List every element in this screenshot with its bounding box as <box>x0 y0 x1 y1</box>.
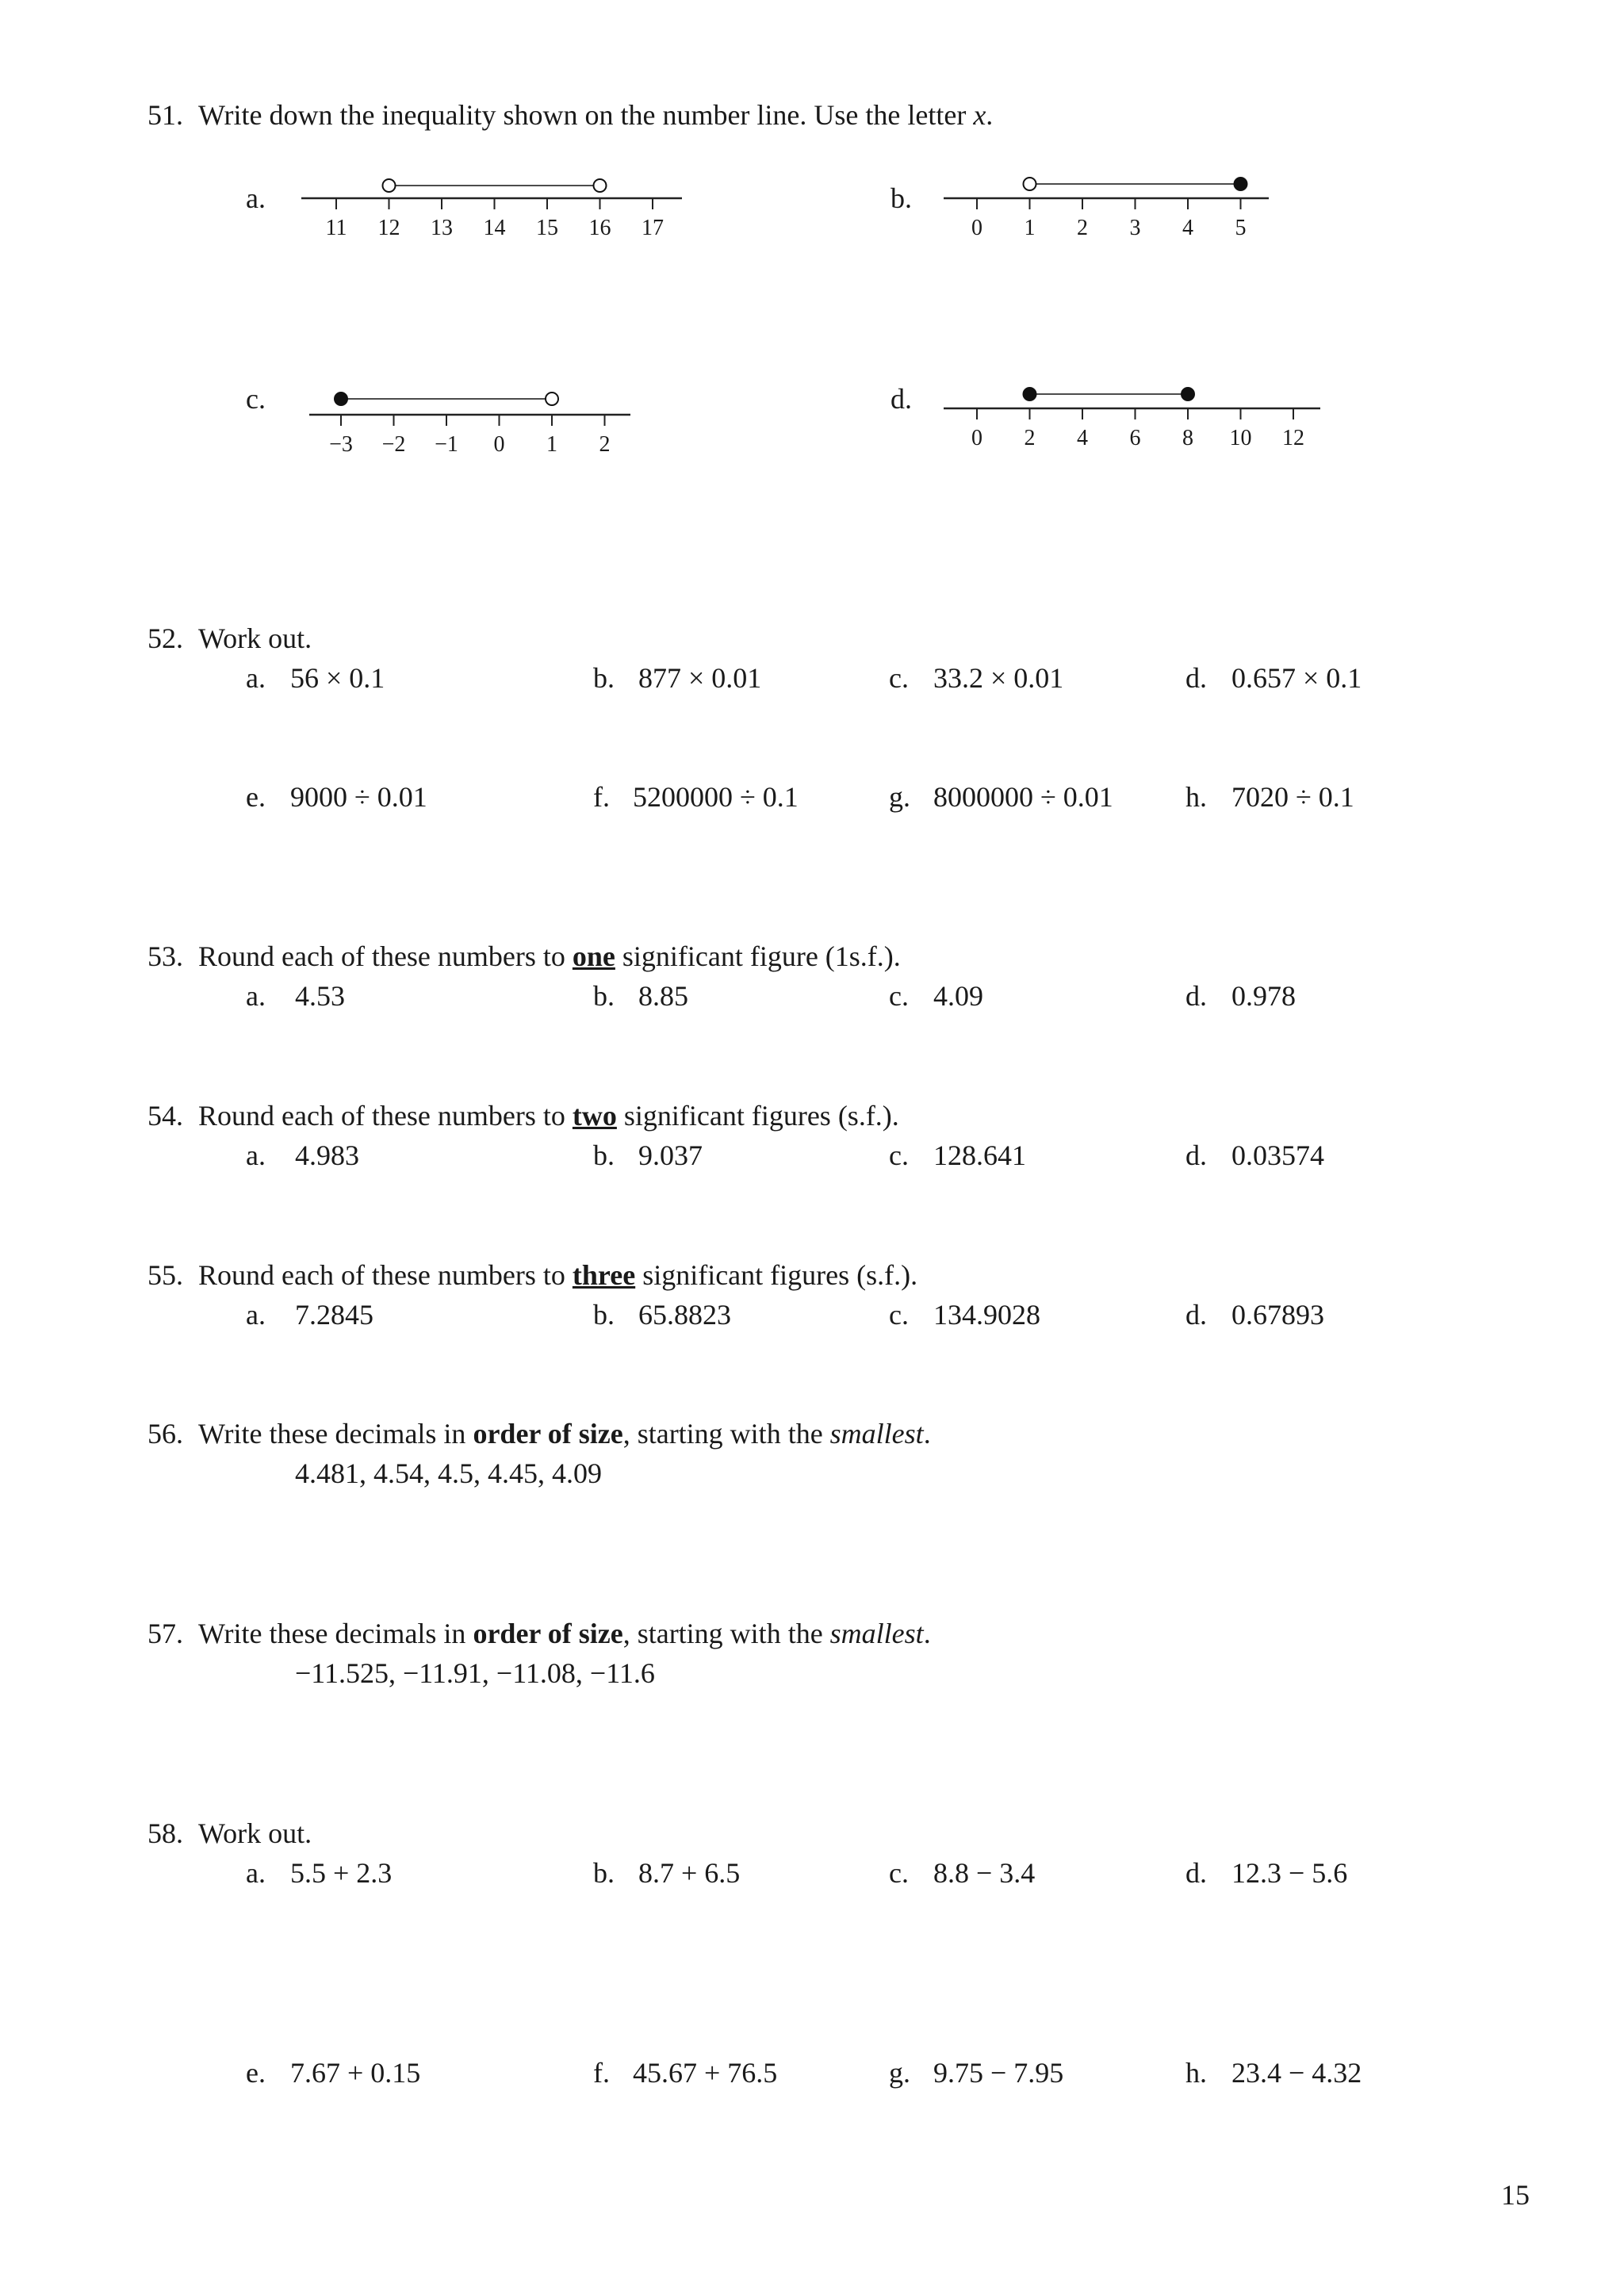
q55b-label: b. <box>593 1299 615 1331</box>
q54-emphasis: two <box>572 1100 617 1132</box>
q53b-expr: 8.85 <box>638 980 688 1012</box>
q58a-label: a. <box>246 1857 266 1889</box>
open-endpoint-end <box>546 393 558 405</box>
q58e-expr: 7.67 + 0.15 <box>290 2057 421 2089</box>
q53b-label: b. <box>593 980 615 1012</box>
tick-label: 17 <box>642 216 664 240</box>
q55-instruction <box>198 1261 917 1289</box>
q54-text-pre: Round each of these numbers to <box>198 1100 573 1132</box>
q58g-expr: 9.75 − 7.95 <box>933 2057 1064 2089</box>
tick-label: −2 <box>381 432 406 457</box>
tick-label: 2 <box>599 432 611 457</box>
q53d-label: d. <box>1185 980 1207 1012</box>
q52d-expr: 0.657 × 0.1 <box>1231 662 1362 694</box>
q53a-expr: 4.53 <box>295 980 345 1012</box>
q55-text-post: significant figures (s.f.). <box>635 1259 918 1291</box>
open-endpoint-end <box>594 179 607 192</box>
q55-number: 55. <box>147 1259 183 1291</box>
tick-label: 14 <box>483 216 506 240</box>
tick-label: 6 <box>1129 426 1141 450</box>
q57-number: 57. <box>147 1618 183 1649</box>
tick-label: 3 <box>1129 216 1141 240</box>
tick-label: 10 <box>1229 426 1252 450</box>
q54d-label: d. <box>1185 1139 1207 1171</box>
q58-instruction: Work out. <box>198 1817 312 1849</box>
q55a-label: a. <box>246 1299 266 1331</box>
q55-emphasis: three <box>572 1259 636 1291</box>
q56-emphasis: order of size <box>473 1418 623 1450</box>
q54a-expr: 4.983 <box>295 1139 359 1171</box>
closed-endpoint-end <box>1182 388 1194 400</box>
q56-instruction <box>198 1419 931 1448</box>
q51c-label: c. <box>246 383 266 415</box>
q57-text-mid: , starting with the <box>622 1618 830 1649</box>
page-number: 15 <box>1501 2179 1530 2211</box>
q56-text-mid: , starting with the <box>622 1418 830 1450</box>
q52h-expr: 7020 ÷ 0.1 <box>1231 781 1354 813</box>
closed-endpoint-start <box>1024 388 1036 400</box>
q52f-expr: 5200000 ÷ 0.1 <box>633 781 799 813</box>
q58e-label: e. <box>246 2057 266 2089</box>
q58h-label: h. <box>1185 2057 1207 2089</box>
q52-instruction: Work out. <box>198 622 312 654</box>
q58-number: 58. <box>147 1817 183 1849</box>
tick-label: 11 <box>325 216 347 240</box>
tick-label: 13 <box>431 216 453 240</box>
tick-label: 16 <box>588 216 611 240</box>
open-endpoint-start <box>383 179 396 192</box>
q56-text-post: . <box>923 1418 931 1450</box>
q55a-expr: 7.2845 <box>295 1299 373 1331</box>
tick-label: 8 <box>1182 426 1193 450</box>
closed-endpoint-start <box>335 393 347 405</box>
q54c-expr: 128.641 <box>933 1139 1026 1171</box>
q58f-expr: 45.67 + 76.5 <box>633 2057 778 2089</box>
q54d-expr: 0.03574 <box>1231 1139 1324 1171</box>
q53-text-post: significant figure (1s.f.). <box>615 940 901 972</box>
q52e-label: e. <box>246 781 266 813</box>
q52b-expr: 877 × 0.01 <box>638 662 762 694</box>
q58c-expr: 8.8 − 3.4 <box>933 1857 1036 1889</box>
q53-text-pre: Round each of these numbers to <box>198 940 573 972</box>
tick-label: 2 <box>1077 216 1088 240</box>
open-endpoint-start <box>1024 178 1036 190</box>
q58d-expr: 12.3 − 5.6 <box>1231 1857 1348 1889</box>
q54-text-post: significant figures (s.f.). <box>616 1100 899 1132</box>
q52g-label: g. <box>889 781 910 813</box>
q58g-label: g. <box>889 2057 910 2089</box>
number-line-d <box>944 375 1340 454</box>
q54-number: 54. <box>147 1100 183 1132</box>
q58c-label: c. <box>889 1857 909 1889</box>
q53d-expr: 0.978 <box>1231 980 1296 1012</box>
q53-instruction <box>198 942 901 971</box>
q51a-label: a. <box>246 182 266 214</box>
q55d-label: d. <box>1185 1299 1207 1331</box>
q52f-label: f. <box>593 781 610 813</box>
q58a-expr: 5.5 + 2.3 <box>290 1857 393 1889</box>
q58d-label: d. <box>1185 1857 1207 1889</box>
q56-text-pre: Write these decimals in <box>198 1418 473 1450</box>
q54b-label: b. <box>593 1139 615 1171</box>
q51d-label: d. <box>891 383 912 415</box>
q52c-label: c. <box>889 662 909 694</box>
q52b-label: b. <box>593 662 615 694</box>
q52d-label: d. <box>1185 662 1207 694</box>
tick-label: 1 <box>1024 216 1036 240</box>
q56-italic: smallest <box>829 1418 924 1450</box>
q57-text-post: . <box>923 1618 931 1649</box>
tick-label: 4 <box>1077 426 1088 450</box>
q51b-label: b. <box>891 182 912 214</box>
tick-label: −3 <box>329 432 353 457</box>
q57-italic: smallest <box>829 1618 924 1649</box>
q57-decimal-list: −11.525, −11.91, −11.08, −11.6 <box>295 1657 655 1689</box>
q53-number: 53. <box>147 940 183 972</box>
tick-label: 12 <box>1282 426 1304 450</box>
q58h-expr: 23.4 − 4.32 <box>1231 2057 1362 2089</box>
q51-text-pre: Write down the inequality shown on the number line. Use the letter <box>198 99 974 131</box>
q51-instruction <box>198 101 993 129</box>
q51-text-post: . <box>986 99 994 131</box>
q51-number: 51. <box>147 99 183 131</box>
tick-label: 0 <box>493 432 505 457</box>
q56-number: 56. <box>147 1418 183 1450</box>
tick-label: 1 <box>546 432 557 457</box>
q58f-label: f. <box>593 2057 610 2089</box>
number-line-c <box>301 375 650 457</box>
q55b-expr: 65.8823 <box>638 1299 731 1331</box>
q53-emphasis: one <box>572 940 615 972</box>
number-line-b <box>944 167 1308 246</box>
q55c-expr: 134.9028 <box>933 1299 1040 1331</box>
tick-label: 12 <box>377 216 400 240</box>
tick-label: −1 <box>435 432 458 457</box>
q54a-label: a. <box>246 1139 266 1171</box>
q52a-label: a. <box>246 662 266 694</box>
q54-instruction <box>198 1101 899 1130</box>
q58b-label: b. <box>593 1857 615 1889</box>
number-line-a <box>301 167 714 246</box>
q55d-expr: 0.67893 <box>1231 1299 1324 1331</box>
tick-label: 4 <box>1182 216 1193 240</box>
q57-text-pre: Write these decimals in <box>198 1618 473 1649</box>
q57-emphasis: order of size <box>473 1618 623 1649</box>
q58b-expr: 8.7 + 6.5 <box>638 1857 741 1889</box>
q57-instruction <box>198 1619 931 1648</box>
q56-decimal-list: 4.481, 4.54, 4.5, 4.45, 4.09 <box>295 1457 602 1489</box>
q52g-expr: 8000000 ÷ 0.01 <box>933 781 1113 813</box>
tick-label: 0 <box>971 216 982 240</box>
q52h-label: h. <box>1185 781 1207 813</box>
tick-label: 15 <box>536 216 558 240</box>
q53c-label: c. <box>889 980 909 1012</box>
q54b-expr: 9.037 <box>638 1139 703 1171</box>
q55c-label: c. <box>889 1299 909 1331</box>
q52e-expr: 9000 ÷ 0.01 <box>290 781 427 813</box>
q53c-expr: 4.09 <box>933 980 983 1012</box>
q52a-expr: 56 × 0.1 <box>290 662 385 694</box>
tick-label: 2 <box>1024 426 1036 450</box>
q52-number: 52. <box>147 622 183 654</box>
tick-label: 5 <box>1235 216 1247 240</box>
q51-variable: x <box>973 99 986 131</box>
closed-endpoint-end <box>1235 178 1247 190</box>
q53a-label: a. <box>246 980 266 1012</box>
q55-text-pre: Round each of these numbers to <box>198 1259 573 1291</box>
q52c-expr: 33.2 × 0.01 <box>933 662 1064 694</box>
tick-label: 0 <box>971 426 982 450</box>
q54c-label: c. <box>889 1139 909 1171</box>
